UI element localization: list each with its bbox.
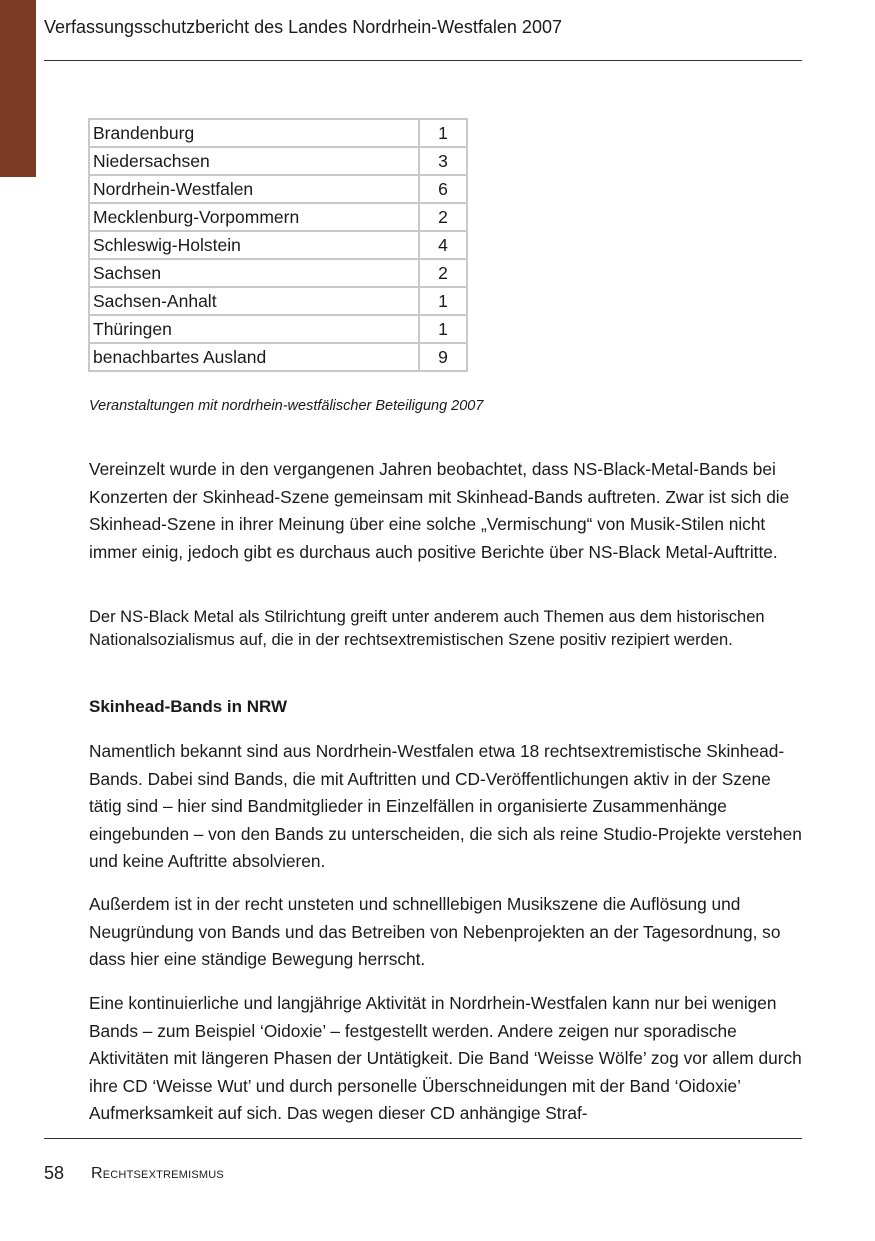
state-name-cell: Mecklenburg-Vorpommern: [89, 203, 419, 231]
table-row: [89, 343, 467, 371]
event-count-cell: 4: [419, 231, 467, 259]
footer-section-name: Rechtsextremismus: [91, 1165, 224, 1182]
section-heading: Skinhead-Bands in NRW: [89, 697, 288, 716]
event-count-cell: 2: [419, 259, 467, 287]
table-row: [89, 147, 467, 175]
state-name-cell: benachbartes Ausland: [89, 343, 419, 371]
table-caption: Veranstaltungen mit nordrhein-westfälischer Beteiligung 2007: [89, 398, 484, 414]
page-number: 58: [44, 1163, 65, 1183]
table-row: [89, 203, 467, 231]
body-paragraph: Eine kontinuierliche und langjährige Aktivität in Nordrhein-Westfalen kann nur bei wenigen Bands – zum Beispiel ‘Oidoxie’ – festgestellt werden. Andere zeigen nur sporadische Aktivitäten mit längeren Phasen der Untätigkeit. Die Band ‘Weisse Wölfe’ zog vor allem durch ihre CD ‘Weisse Wut’ und durch personelle Überschneidungen mit der Band ‘Oidoxie’ Aufmerksamkeit auf sich. Das wegen dieser CD anhängige Straf-: [89, 993, 802, 1123]
running-header: Verfassungsschutzbericht des Landes Nordrhein-Westfalen 2007: [44, 17, 562, 37]
table-row: [89, 259, 467, 287]
table-row: [89, 119, 467, 147]
chapter-color-tab: [0, 0, 36, 177]
body-paragraph: Namentlich bekannt sind aus Nordrhein-Westfalen etwa 18 rechtsextremistische Skinhead-Bands. Dabei sind Bands, die mit Auftritten und CD-Veröffentlichungen aktiv in der Szene tätig sind – hier sind Bandmitglieder in Einzelfällen in organisierte Zusammenhänge eingebunden – von den Bands zu unterscheiden, die sich als reine Studio-Projekte verstehen und keine Auftritte absolvieren.: [89, 741, 802, 871]
event-count-cell: 2: [419, 203, 467, 231]
body-paragraph: Außerdem ist in der recht unsteten und schnelllebigen Musikszene die Auflösung und Neugründung von Bands und das Betreiben von Nebenprojekten an der Tagesordnung, so dass hier eine ständige Bewegung herrscht.: [89, 894, 781, 969]
header-divider: [44, 60, 802, 61]
footer-divider: [44, 1138, 802, 1139]
state-name-cell: Niedersachsen: [89, 147, 419, 175]
state-name-cell: Nordrhein-Westfalen: [89, 175, 419, 203]
state-name-cell: Brandenburg: [89, 119, 419, 147]
event-count-cell: 3: [419, 147, 467, 175]
state-name-cell: Sachsen-Anhalt: [89, 287, 419, 315]
body-paragraph: Der NS-Black Metal als Stilrichtung greift unter anderem auch Themen aus dem historischen Nationalsozialismus auf, die in der rechtsextremistischen Szene positiv rezipiert werden.: [89, 608, 765, 649]
state-name-cell: Thüringen: [89, 315, 419, 343]
event-count-cell: 1: [419, 287, 467, 315]
body-paragraph: Vereinzelt wurde in den vergangenen Jahren beobachtet, dass NS-Black-Metal-Bands bei Konzerten der Skinhead-Szene gemeinsam mit Skinhead-Bands auftreten. Zwar ist sich die Skinhead-Szene in ihrer Meinung über eine solche „Vermischung“ von Musik-Stilen nicht immer einig, jedoch gibt es durchaus auch positive Berichte über NS-Black Metal-Auftritte.: [89, 459, 790, 562]
event-count-cell: 1: [419, 119, 467, 147]
event-count-cell: 6: [419, 175, 467, 203]
table-row: [89, 175, 467, 203]
event-count-cell: 1: [419, 315, 467, 343]
state-name-cell: Sachsen: [89, 259, 419, 287]
state-name-cell: Schleswig-Holstein: [89, 231, 419, 259]
table-row: [89, 287, 467, 315]
event-count-cell: 9: [419, 343, 467, 371]
table-row: [89, 315, 467, 343]
events-by-state-table: [88, 118, 468, 372]
table-row: [89, 231, 467, 259]
